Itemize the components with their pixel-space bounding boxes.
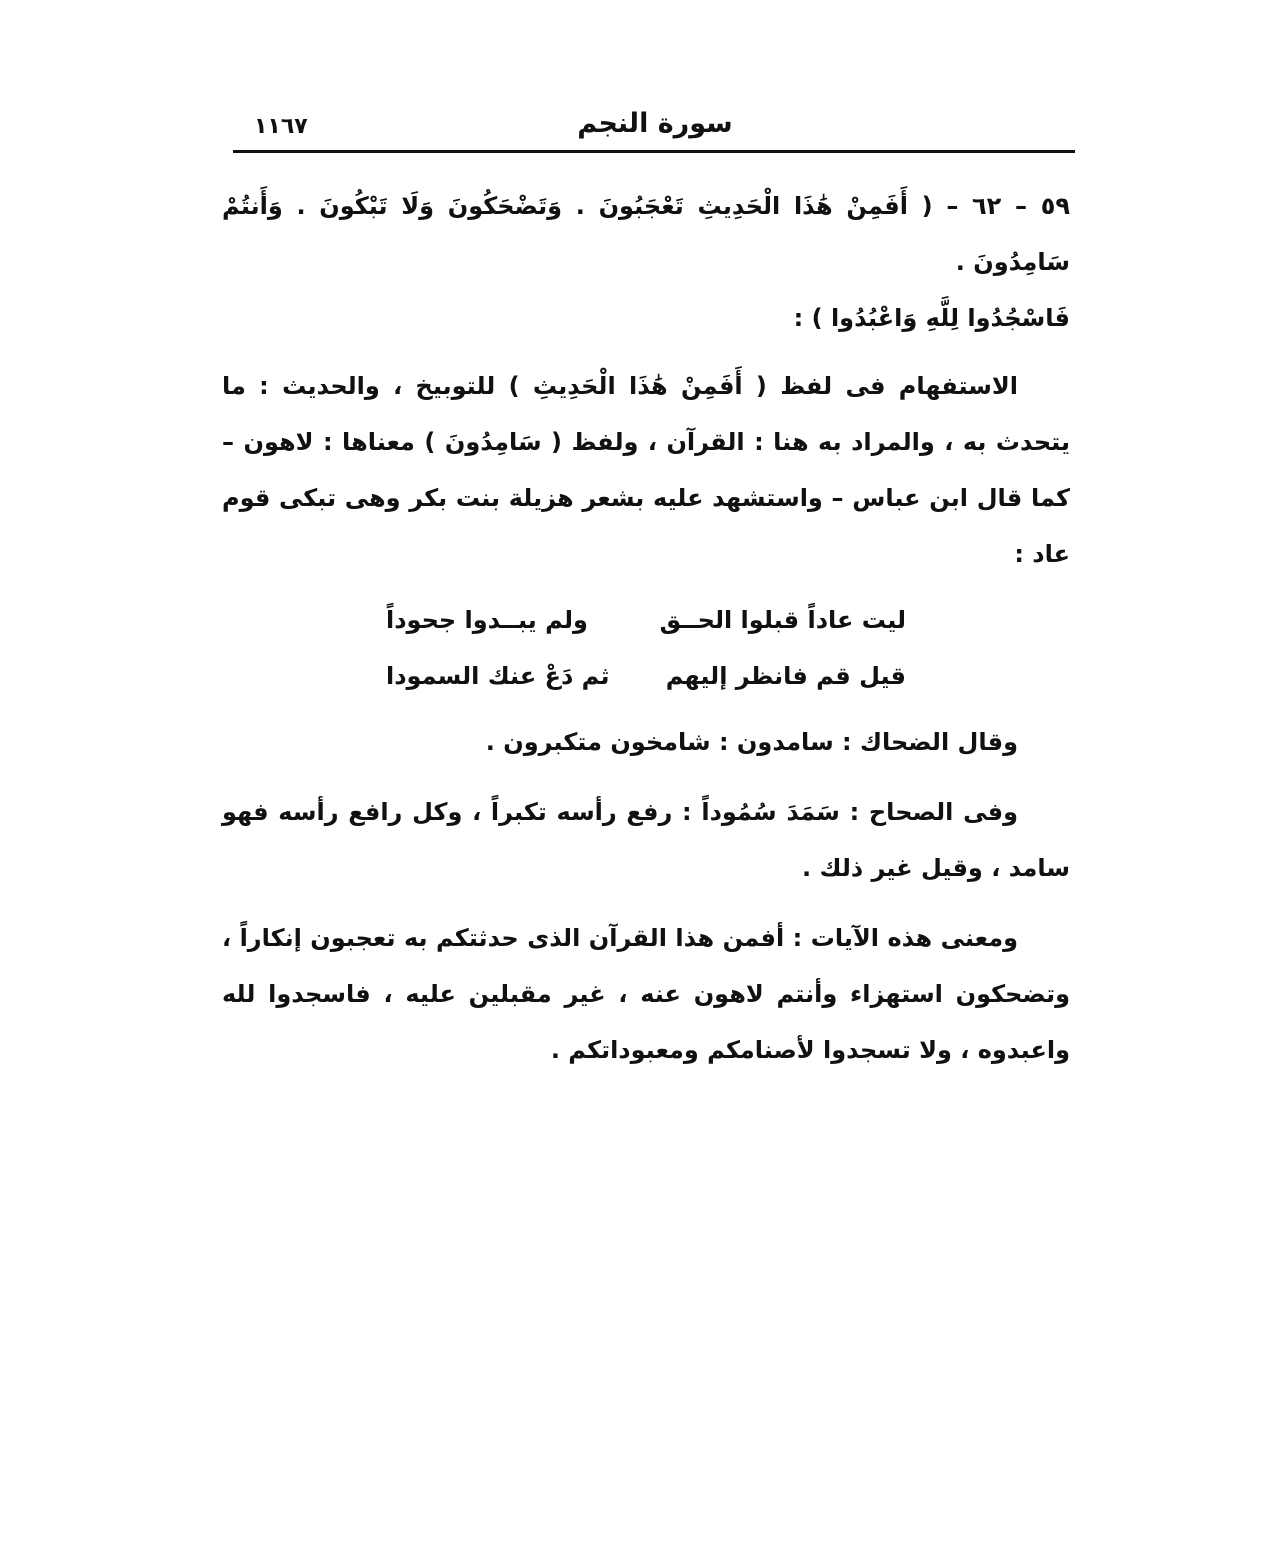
page-header [236,108,1074,148]
paragraph-sihah: وفى الصحاح : سَمَدَ سُمُوداً : رفع رأسه تكبراً ، وكل رافع رأسه فهو سامد ، وقيل غير ذلك . [222,798,1070,882]
page-number: ١١٦٧ [254,114,308,139]
paragraph-meaning: ومعنى هذه الآيات : أفمن هذا القرآن الذى حدثتكم به تعجبون إنكاراً ، وتضحكون استهزاء وأنتم لاهون عنه ، غير مقبلين عليه ، فاسجدوا لله واعبدوه ، ولا تسجدوا لأصنامكم ومعبوداتكم . [222,924,1070,1064]
poem-line [386,648,906,704]
poem-hemistich-second: ثم دَعْ عنك السمودا [386,662,610,690]
surah-title: سورة النجم [577,108,733,139]
header-divider [233,150,1075,153]
verse-line-1: ٥٩ – ٦٢ – ( أَفَمِنْ هَٰذَا الْحَدِيثِ تَعْجَبُونَ . وَتَضْحَكُونَ وَلَا تَبْكُونَ . وَأَنتُمْ سَامِدُونَ . [222,192,1070,276]
poem [386,592,906,704]
poem-hemistich-first: قيل قم فانظر إليهم [665,662,906,690]
paragraph-dahhak: وقال الضحاك : سامدون : شامخون متكبرون . [485,728,1018,756]
poem-hemistich-second: ولم يبــدوا جحوداً [386,606,588,634]
verse-heading [222,178,1070,346]
verse-line-2: فَاسْجُدُوا لِلَّهِ وَاعْبُدُوا ) : [793,304,1070,332]
poem-line [386,592,906,648]
page-body [222,178,1070,1078]
poem-hemistich-first: ليت عاداً قبلوا الحــق [659,606,906,634]
paragraph-istifham: الاستفهام فى لفظ ( أَفَمِنْ هَٰذَا الْحَدِيثِ ) للتوبيخ ، والحديث : ما يتحدث به ، والمراد به هنا : القرآن ، ولفظ ( سَامِدُونَ ) معناها : لاهون – كما قال ابن عباس – واستشهد عليه بشعر هزيلة بنت بكر وهى تبكى قوم عاد : [222,372,1070,568]
